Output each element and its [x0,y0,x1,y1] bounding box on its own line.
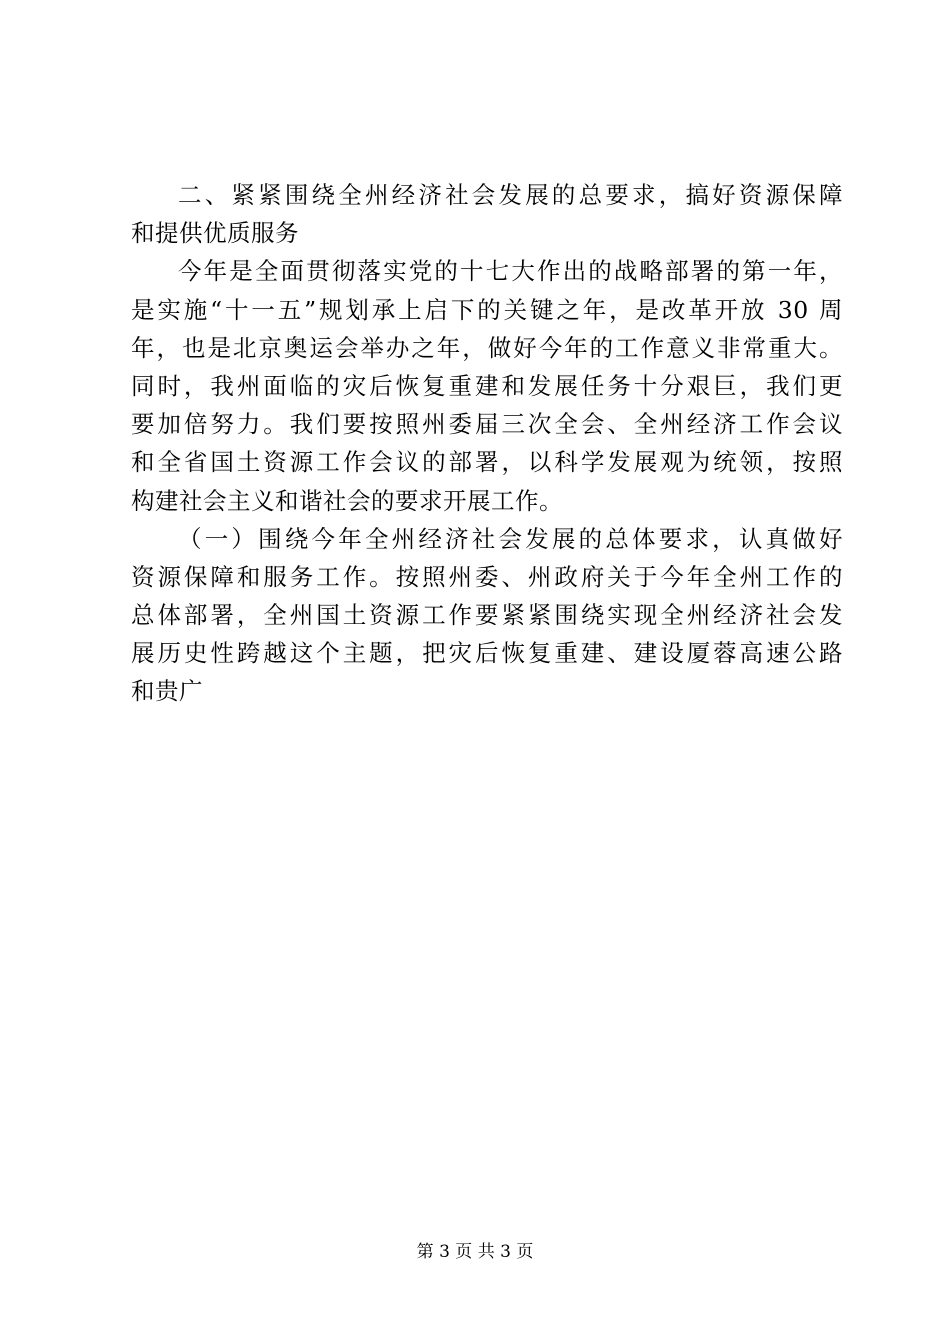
page-number-footer: 第 3 页 共 3 页 [416,1242,534,1262]
document-body [131,176,843,711]
text-line: 和全省国土资源工作会议的部署，以科学发展观为统领，按照 [131,448,843,477]
text-line: 同时，我州面临的灾后恢复重建和发展任务十分艰巨，我们更 [131,371,843,400]
text-line: 是实施“十一五”规划承上启下的关键之年，是改革开放 30 周 [131,295,843,324]
text-line: 和提供优质服务 [131,219,299,248]
text-line: 构建社会主义和谐社会的要求开展工作。 [131,486,563,515]
text-line-subsection-start: （一）围绕今年全州经济社会发展的总体要求，认真做好 [178,524,843,553]
text-line: 要加倍努力。我们要按照州委届三次全会、全州经济工作会议 [131,410,843,439]
text-line: 资源保障和服务工作。按照州委、州政府关于今年全州工作的 [131,562,843,591]
text-line: 展历史性跨越这个主题，把灾后恢复重建、建设厦蓉高速公路 [131,639,843,668]
text-line-paragraph-start: 今年是全面贯彻落实党的十七大作出的战略部署的第一年， [178,257,843,286]
text-line: 年，也是北京奥运会举办之年，做好今年的工作意义非常重大。 [131,333,843,362]
text-line-section-heading: 二、紧紧围绕全州经济社会发展的总要求，搞好资源保障 [178,181,843,209]
text-line: 和贵广 [131,677,203,706]
text-line: 总体部署，全州国土资源工作要紧紧围绕实现全州经济社会发 [131,601,843,630]
